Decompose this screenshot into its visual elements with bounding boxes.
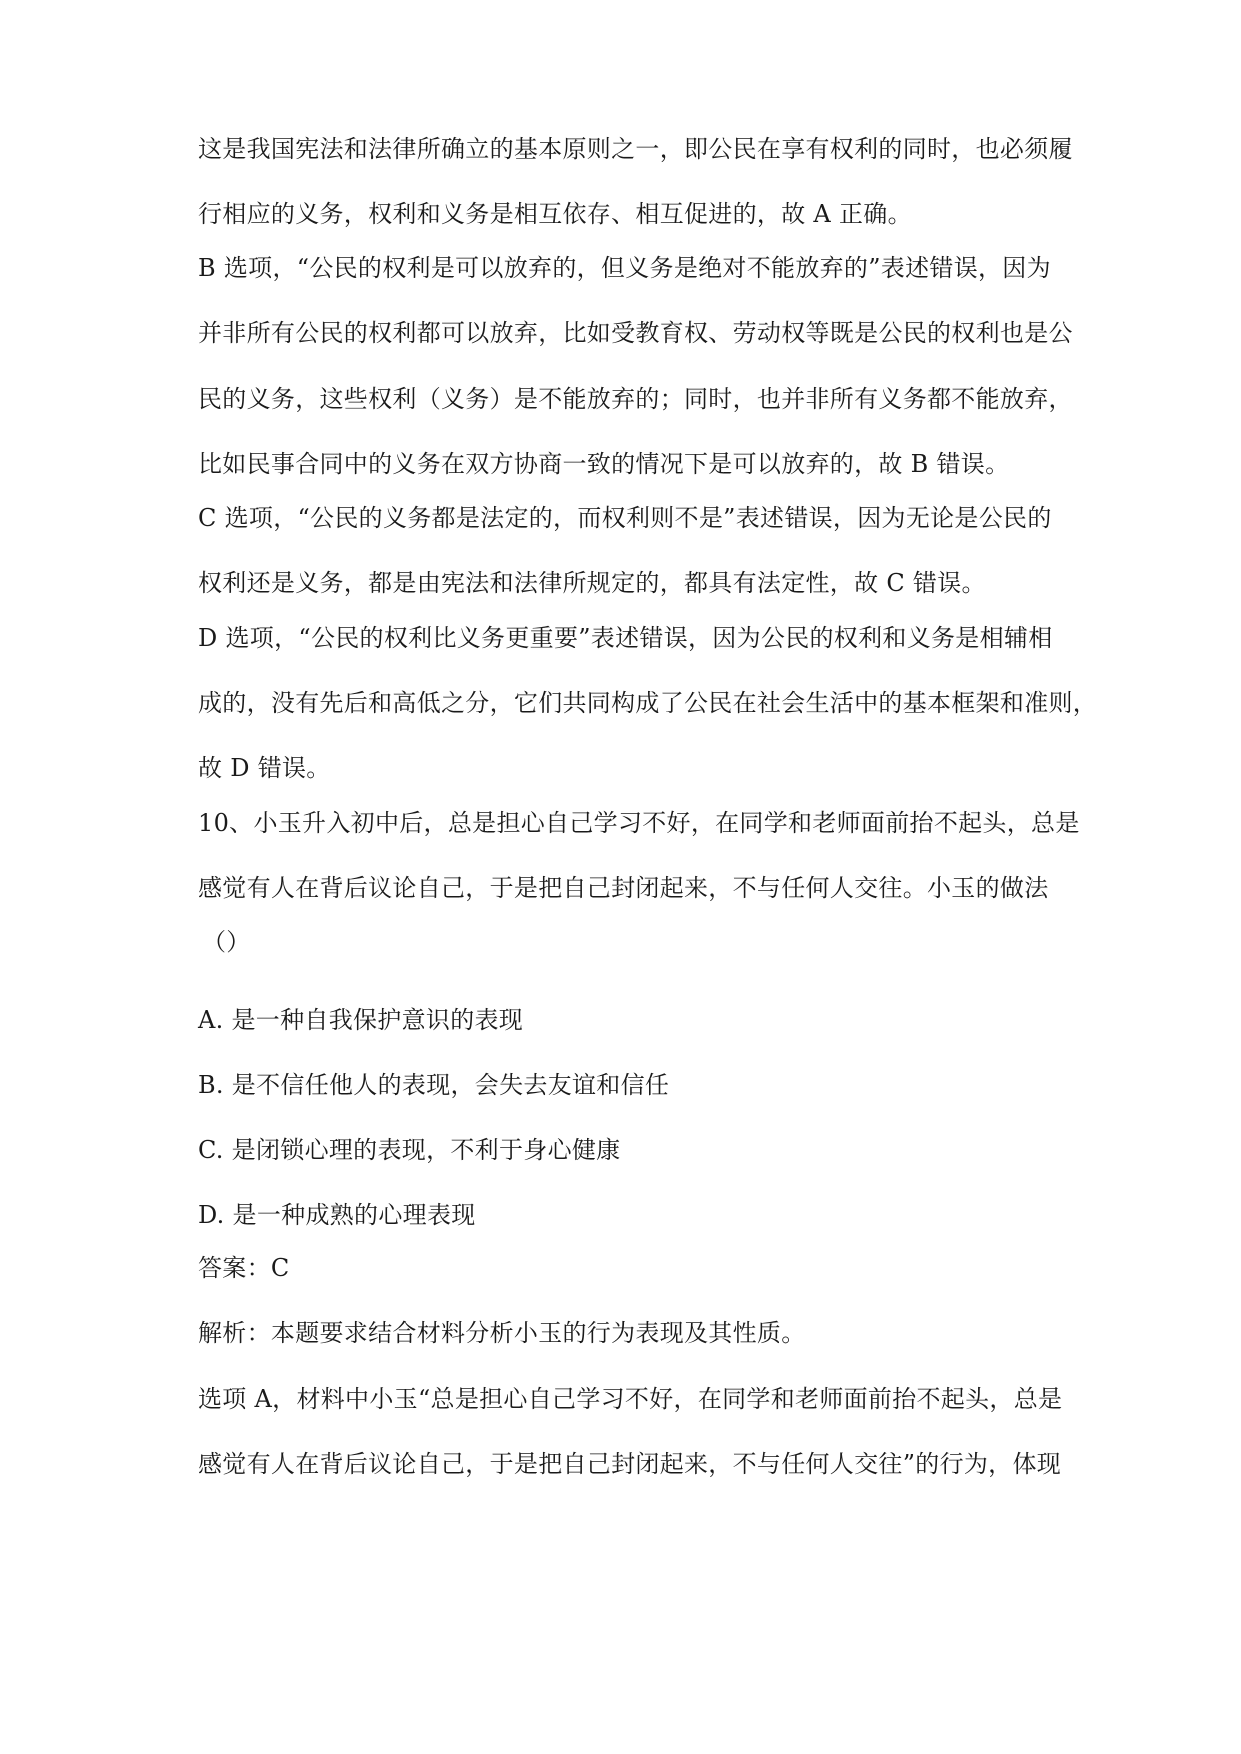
text-line: 民的义务，这些权利（义务）是不能放弃的；同时，也并非所有义务都不能放弃， [198, 385, 1073, 413]
text-line: 成的，没有先后和高低之分，它们共同构成了公民在社会生活中的基本框架和准则， [198, 689, 1098, 717]
option-b: B. 是不信任他人的表现，会失去友谊和信任 [198, 1071, 670, 1099]
text-line: 比如民事合同中的义务在双方协商一致的情况下是可以放弃的，故 B 错误。 [198, 450, 1010, 478]
option-a: A. 是一种自我保护意识的表现 [198, 1006, 524, 1034]
text-line: 权利还是义务，都是由宪法和法律所规定的，都具有法定性，故 C 错误。 [198, 569, 986, 597]
answer-blank: （） [202, 928, 251, 956]
text-line: C 选项，“公民的义务都是法定的，而权利则不是”表述错误，因为无论是公民的 [198, 504, 1052, 532]
answer-line: 答案：C [198, 1254, 290, 1282]
analysis-line: 感觉有人在背后议论自己，于是把自己封闭起来，不与任何人交往”的行为，体现 [198, 1450, 1062, 1478]
option-c: C. 是闭锁心理的表现，不利于身心健康 [198, 1136, 621, 1164]
analysis-line: 选项 A，材料中小玉“总是担心自己学习不好，在同学和老师面前抬不起头，总是 [198, 1385, 1063, 1413]
text-line: 行相应的义务，权利和义务是相互依存、相互促进的，故 A 正确。 [198, 200, 912, 228]
question-stem: 感觉有人在背后议论自己，于是把自己封闭起来，不与任何人交往。小玉的做法 [198, 874, 1049, 902]
text-line: D 选项，“公民的权利比义务更重要”表述错误，因为公民的权利和义务是相辅相 [198, 624, 1053, 652]
text-line: 并非所有公民的权利都可以放弃，比如受教育权、劳动权等既是公民的权利也是公 [198, 319, 1073, 347]
text-line: B 选项，“公民的权利是可以放弃的，但义务是绝对不能放弃的”表述错误，因为 [198, 254, 1051, 282]
question-stem: 10、小玉升入初中后，总是担心自己学习不好，在同学和老师面前抬不起头，总是 [198, 809, 1080, 837]
text-line: 这是我国宪法和法律所确立的基本原则之一，即公民在享有权利的同时，也必须履 [198, 135, 1073, 163]
text-line: 故 D 错误。 [198, 754, 331, 782]
option-d: D. 是一种成熟的心理表现 [198, 1201, 476, 1229]
analysis-line: 解析：本题要求结合材料分析小玉的行为表现及其性质。 [198, 1319, 806, 1347]
